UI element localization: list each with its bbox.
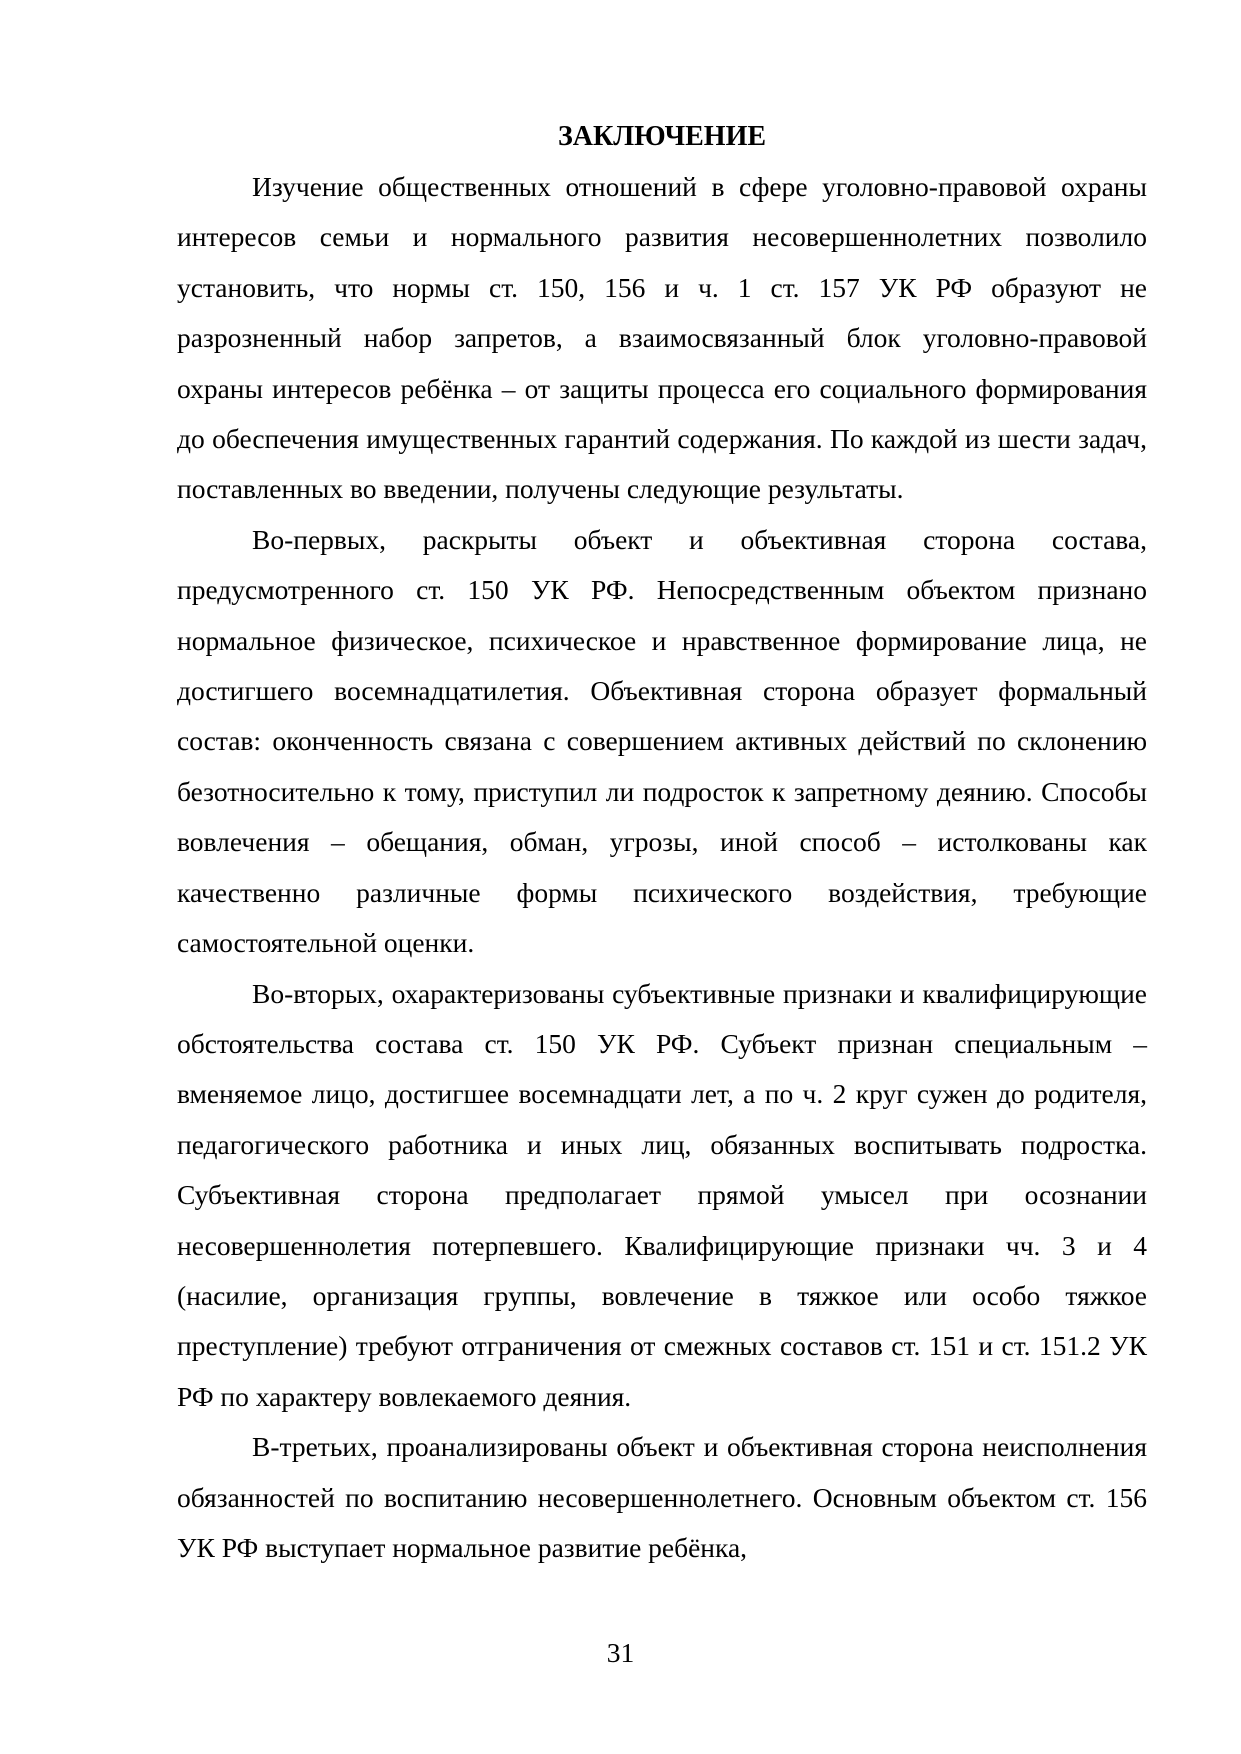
paragraph-intro: Изучение общественных отношений в сфере уголовно-правовой охраны интересов семьи и нормального развития несовершеннолетних позволило установить, что нормы ст. 150, 156 и ч. 1 ст. 157 УК РФ образуют не разрозненный набор запретов, а взаимосвязанный блок уголовно-правовой охраны интересов ребёнка – от защиты процесса его социального формирования до обеспечения имущественных гарантий содержания. По каждой из шести задач, поставленных во введении, получены следующие результаты. — [177, 171, 1147, 505]
paragraph-second: Во-вторых, охарактеризованы субъективные признаки и квалифицирующие обстоятельства состава ст. 150 УК РФ. Субъект признан специальным – вменяемое лицо, достигшее восемнадцати лет, а по ч. 2 круг сужен до родителя, педагогического работника и иных лиц, обязанных воспитывать подростка. Субъективная сторона предполагает прямой умысел при осознании несовершеннолетия потерпевшего. Квалифицирующие признаки чч. 3 и 4 (насилие, организация группы, вовлечение в тяжкое или особо тяжкое преступление) требуют отграничения от смежных составов ст. 151 и ст. 151.2 УК РФ по характеру вовлекаемого деяния. — [177, 977, 1147, 1412]
paragraph-first: Во-первых, раскрыты объект и объективная сторона состава, предусмотренного ст. 150 УК РФ. Непосредственным объектом признано нормальное физическое, психическое и нравственное формирование лица, не достигшего восемнадцатилетия. Объективная сторона образует формальный состав: оконченность связана с совершением активных действий по склонению безотносительно к тому, приступил ли подросток к запретному деянию. Способы вовлечения – обещания, обман, угрозы, иной способ – истолкованы как качественно различные формы психического воздействия, требующие самостоятельной оценки. — [177, 523, 1147, 959]
paragraph-third: В-третьих, проанализированы объект и объективная сторона неисполнения обязанностей по воспитанию несовершеннолетнего. Основным объектом ст. 156 УК РФ выступает нормальное развитие ребёнка, — [177, 1431, 1147, 1563]
page-content — [177, 112, 1147, 1573]
section-title: ЗАКЛЮЧЕНИЕ — [557, 121, 767, 152]
page-number: 31 — [606, 1637, 635, 1668]
